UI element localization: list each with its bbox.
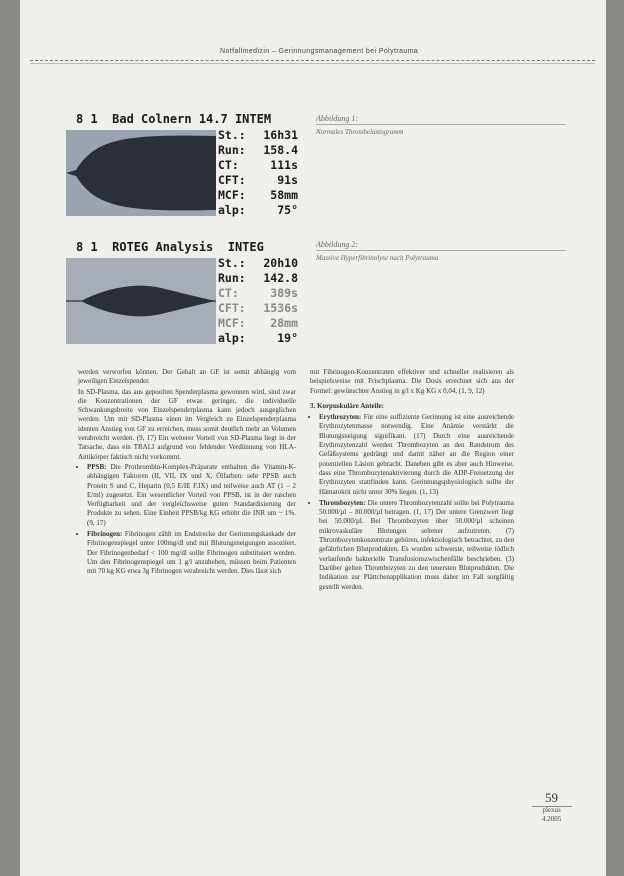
readout-row: CFT: 1536s [218,301,298,315]
caption-text: Normales Thrombelastogramm [316,128,404,136]
figure-1-caption [316,114,566,136]
readout-row: alp: 19° [218,331,298,345]
paragraph: werden verworfen können. Der Gehalt an GF ist somit abhängig vom jeweiligen Einzelspender. [78,368,296,386]
readout-row: CT: 111s [218,158,298,172]
body-column-left [78,368,296,579]
readout-row: MCF: 58mm [218,188,298,202]
page-number: 59 [545,790,558,805]
readout-row: CT: 389s [218,286,298,300]
term: Thrombozyten: [319,498,366,507]
header-rule [30,60,595,61]
list-item: • PPSB: Die Prothrombin-Komplex-Präparate enthalten die Vitamin-K-abhängigen Faktoren (II, VII, IX und X, Ölfarben: sehr PPSB auch Protein S und C, Heparin (0,5 E/IE F.IX) und teilweise auch AT (1 – 2 E/ml) zugesetzt. Ein wesentlicher Vorteil von PPSB, ist in der raschen Verfügbarkeit und der vergleichsweise guten Standardisierung der Produkte zu sehen. Eine Einheit PPSB/kg KG erhöht die INR um ~ 1%. (9, 17) [87,463,296,528]
paragraph: mit Fibrinogen-Konzentraten effektiver und schneller realisieren als beispielsweise mit Frischplasma. Die Dosis errechnet sich aus der Formel: gewünschter Anstieg in g/l x Kg KG x 0,04. (1, 9, 12) [310,368,514,395]
readout-row: CFT: 91s [218,173,298,187]
normal-trace-graphic [66,130,216,216]
term: Fibrinogen: [87,530,123,539]
section-heading: 3. Korpuskuläre Anteile: [310,401,384,410]
hyperfibrinolysis-trace-graphic [66,258,216,344]
list-item: • Thrombozyten: Die untere Thrombozytenzahl sollte bei Polytrauma 50.000/µl – 80.000/µl betragen. (1, 17) Der untere Grenzwert liegt bei 50.000/µl. Bei Thrombozyten über 50.000/µl scheinen mikrovaskuläre Blutungen seltener aufzutreten. (7) Thrombozytenkonzentrate gehören, infektiologisch betrachtet, zu den gefährlichen Blutprodukten. Es wurden schwerste, teilweise tödlich verlaufende bakterielle Transfusionszwischenfälle beschrieben. (3) Darüber gelten Thrombozyten zu den teuersten Blutprodukten. Die Indikation zur Plättchenapplikation muss daher im Fall sorgfältig gestellt werden. [319,499,514,592]
readout-row: Run: 158.4 [218,143,298,157]
running-header: Notfallmedizin – Gerinnungsmanagement bei Polytrauma [220,48,419,55]
bullet-list [78,463,296,577]
document-page [20,0,606,876]
term: Erythrozyten: [319,413,362,422]
body-column-right [310,368,514,594]
bullet-list [310,413,514,592]
monitor-title: 8 1 Bad Colnern 14.7 INTEM [76,112,272,126]
journal-issue: 4.2005 [542,815,562,823]
caption-label: Abbildung 1: [316,114,566,125]
caption-text: Massive Hyperfibrinolyse nach Polytrauma [316,254,439,262]
readout-panel [218,256,298,346]
readout-row: Run: 142.8 [218,271,298,285]
trace-screen [66,130,216,216]
journal-name: plexus [542,806,561,814]
trace-screen [66,258,216,344]
list-item: • Erythrozyten: Für eine suffiziente Gerinnung ist eine ausreichende Erythrozytenmasse notwendig. Eine Anämie verstärkt die Blutungsneigung signifikant. (17) Durch eine ausreichende Erythrozytenzahl werden Thrombozyten an den Randstrom des Gefäßsystems gedrängt und damit näher an die Region einer potentiellen Läsion gebracht. Daneben gibt es aber auch Hinweise, dass eine Thrombozytenaktivierung durch die ADP-Freisetzung der Erythrozyten stattfinden kann. Gerinnungsphysiologisch sollte der Hämatokrit nicht unter 30% liegen. (1, 13) [319,413,514,497]
readout-row: St.: 16h31 [218,128,298,142]
thrombelastogram-figure-1 [66,112,296,217]
paragraph: In SD-Plasma, das aus gepoolten Spenderplasma gewonnen wird, sind zwar die Konzentrationen der GF etwas geringer, die individuelle Schwankungsbreite von Einzelspenderplasma kann jedoch ausgeglichen werden. Um mit SD-Plasma einen im Vergleich zu Einzelspenderplasma identen Anstieg von GF zu erreichen, muss somit deutlich mehr an Volumen verabreicht werden. (9, 17) Ein weiterer Vorteil von SD-Plasma liegt in der Tatsache, dass ein TRALI aufgrund von fehlender Verdünnung von HLA-Antikörper faktisch nicht vorkommt. [78,387,296,461]
term: PPSB: [87,462,107,471]
readout-row: St.: 20h10 [218,256,298,270]
thrombelastogram-figure-2 [66,240,296,345]
header-rule-secondary [30,63,595,64]
list-item: • Fibrinogen: Fibrinogen zählt im Endstrecke der Gerinnungskaskade der Fibrinogenspiegel unter 100mg/dl und mit Blutungsneigungen assoziiert. Der Fibrinogenbedarf < 100 mg/dl sollte Fibrinogen substituiert werden. Um den Fibrinogenspiegel um 1 g/l anzuheben, müssen beim Patienten mit 70 kg KG etwa 3g Fibrinogen verabreicht werden. Dies lässt sich [87,530,296,576]
caption-label: Abbildung 2: [316,240,566,251]
readout-panel [218,128,298,218]
journal-info [542,806,561,824]
figure-2-caption [316,240,566,262]
readout-row: MCF: 28mm [218,316,298,330]
readout-row: alp: 75° [218,203,298,217]
monitor-title: 8 1 ROTEG Analysis INTEG [76,240,264,254]
